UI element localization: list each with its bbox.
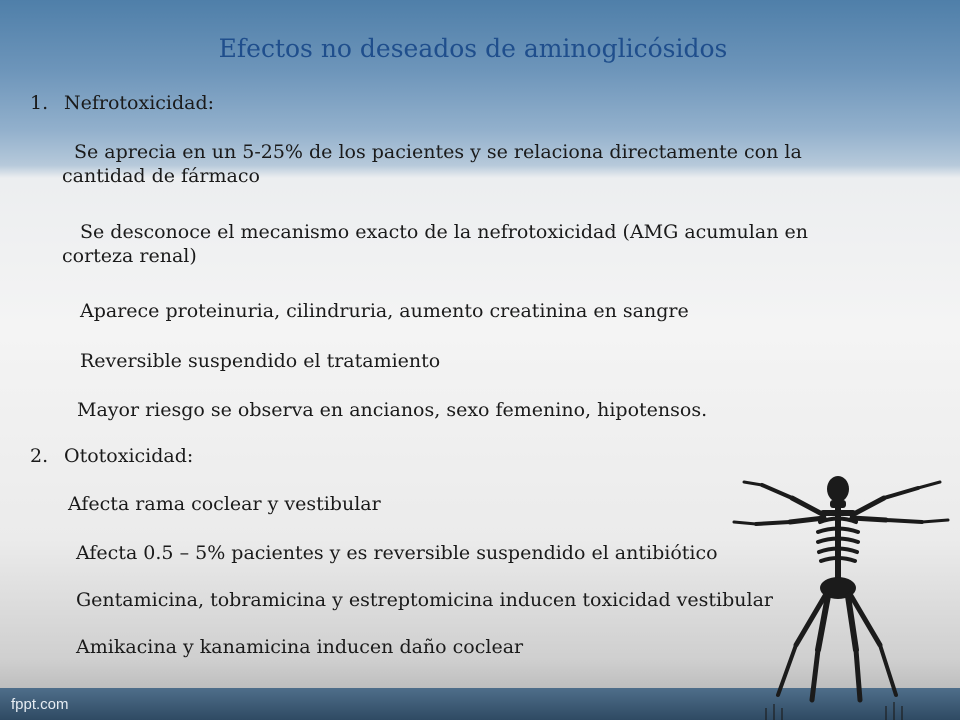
section-item: Reversible suspendido el tratamiento bbox=[80, 350, 441, 372]
footer-brand: fppt.com bbox=[11, 696, 69, 713]
section-heading: Nefrotoxicidad: bbox=[64, 92, 215, 114]
section-item: Amikacina y kanamicina inducen daño coclear bbox=[76, 636, 524, 658]
vitruvian-skeleton-icon bbox=[726, 460, 960, 720]
section-item: Aparece proteinuria, cilindruria, aumento creatinina en sangre bbox=[80, 300, 689, 322]
section-item: Se desconoce el mecanismo exacto de la nefrotoxicidad (AMG acumulan en corteza renal) bbox=[62, 221, 808, 267]
section-number: 1. bbox=[30, 92, 49, 114]
section-number: 2. bbox=[30, 445, 49, 467]
section-item: Afecta 0.5 – 5% pacientes y es reversible suspendido el antibiótico bbox=[76, 542, 718, 564]
section-heading: Ototoxicidad: bbox=[64, 445, 194, 467]
section-item: Gentamicina, tobramicina y estreptomicina inducen toxicidad vestibular bbox=[76, 589, 773, 611]
section-item: Afecta rama coclear y vestibular bbox=[68, 493, 381, 515]
slide-title: Efectos no deseados de aminoglicósidos bbox=[218, 34, 728, 63]
section-item: Mayor riesgo se observa en ancianos, sexo femenino, hipotensos. bbox=[77, 399, 708, 421]
section-item: Se aprecia en un 5-25% de los pacientes y se relaciona directamente con la cantidad de fármaco bbox=[62, 141, 802, 187]
